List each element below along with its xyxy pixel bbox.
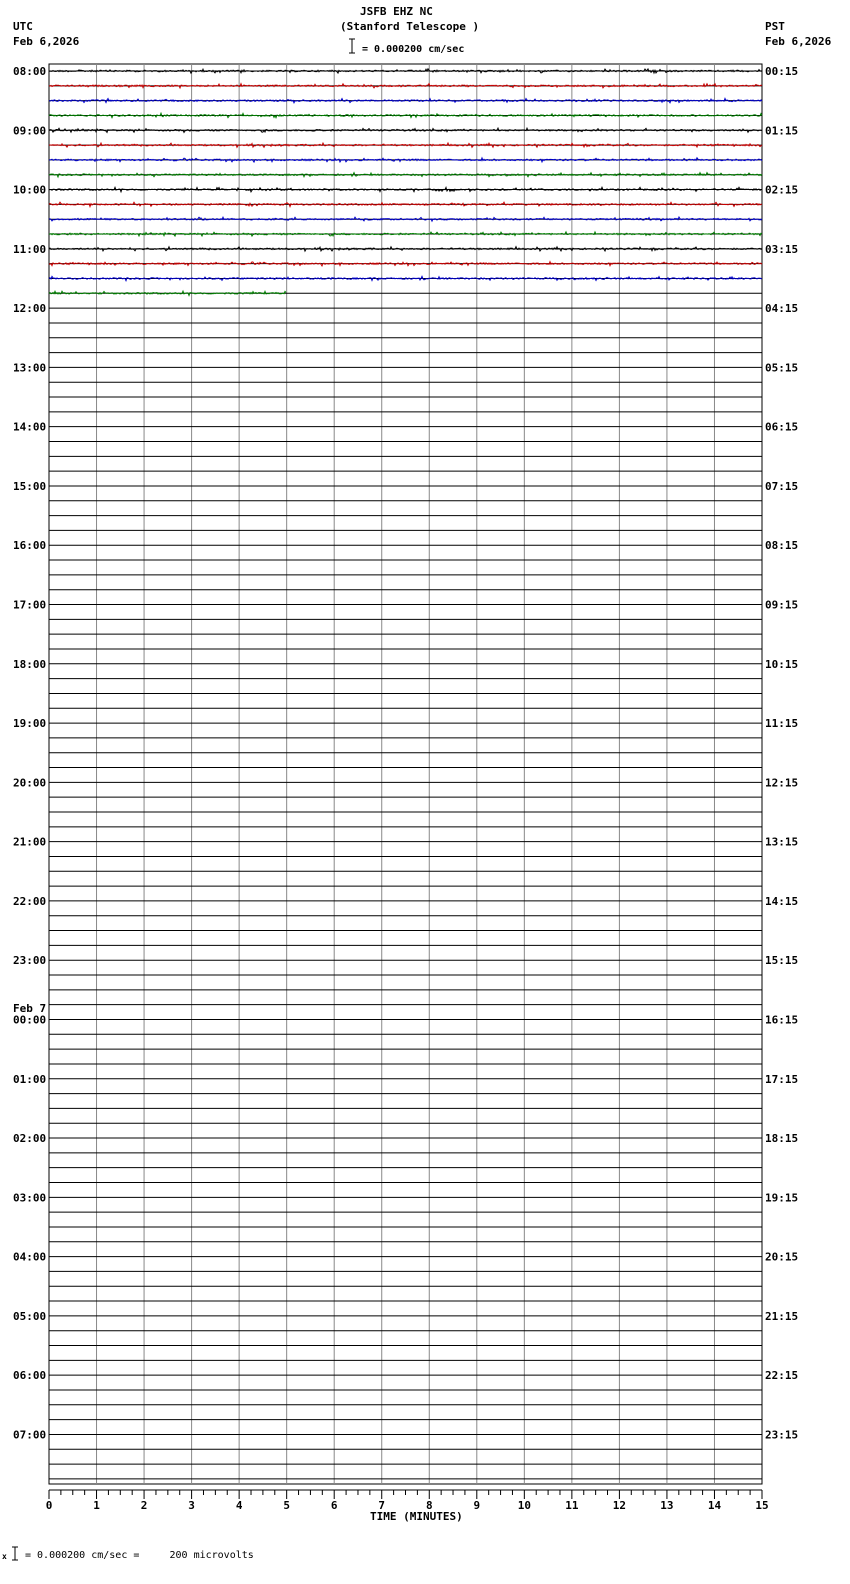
utc-hour-label: 11:00 bbox=[13, 242, 47, 256]
utc-hour-label: 16:00 bbox=[13, 539, 47, 553]
x-tick-label: 6 bbox=[330, 1499, 338, 1512]
pst-hour-label: 04:15 bbox=[765, 302, 799, 316]
pst-hour-label: 14:15 bbox=[765, 894, 799, 908]
utc-hour-label: 00:00 bbox=[13, 1013, 47, 1027]
day-change-label: Feb 7 bbox=[13, 1002, 47, 1015]
axis-labels bbox=[12, 39, 798, 1560]
right-timezone: PST bbox=[765, 20, 785, 33]
utc-hour-label: 21:00 bbox=[13, 835, 47, 849]
utc-hour-label: 13:00 bbox=[13, 361, 47, 375]
seismic-trace bbox=[49, 202, 762, 206]
footer-scale-note: = 0.000200 cm/sec = 200 microvolts bbox=[25, 1550, 254, 1561]
pst-hour-label: 13:15 bbox=[765, 835, 799, 849]
x-tick-label: 4 bbox=[235, 1499, 243, 1512]
utc-hour-label: 01:00 bbox=[13, 1072, 47, 1086]
utc-hour-label: 10:00 bbox=[13, 183, 47, 197]
x-tick-label: 12 bbox=[612, 1499, 627, 1512]
x-tick-label: 8 bbox=[425, 1499, 433, 1512]
seismic-trace bbox=[49, 232, 762, 236]
utc-hour-label: 09:00 bbox=[13, 124, 47, 138]
pst-hour-label: 08:15 bbox=[765, 539, 799, 553]
pst-hour-label: 23:15 bbox=[765, 1428, 799, 1442]
scale-legend: = 0.000200 cm/sec bbox=[362, 44, 465, 55]
x-tick-label: 9 bbox=[473, 1499, 481, 1512]
pst-hour-label: 12:15 bbox=[765, 776, 799, 790]
x-tick-label: 11 bbox=[565, 1499, 579, 1512]
seismic-trace bbox=[49, 217, 762, 221]
plot-grid bbox=[49, 64, 762, 1484]
utc-hour-label: 23:00 bbox=[13, 954, 47, 968]
seismic-trace bbox=[49, 69, 762, 73]
x-tick-label: 10 bbox=[517, 1499, 531, 1512]
pst-hour-label: 09:15 bbox=[765, 598, 799, 612]
utc-hour-label: 14:00 bbox=[13, 420, 47, 434]
pst-hour-label: 02:15 bbox=[765, 183, 799, 197]
pst-hour-label: 17:15 bbox=[765, 1072, 799, 1086]
seismic-trace bbox=[49, 173, 762, 177]
station-title: JSFB EHZ NC bbox=[360, 5, 433, 18]
pst-hour-label: 15:15 bbox=[765, 954, 799, 968]
seismic-trace bbox=[49, 291, 286, 295]
utc-hour-label: 18:00 bbox=[13, 657, 47, 671]
seismic-traces bbox=[49, 69, 762, 296]
seismic-trace bbox=[49, 262, 762, 266]
pst-hour-label: 20:15 bbox=[765, 1250, 799, 1264]
pst-hour-label: 07:15 bbox=[765, 479, 799, 493]
seismic-trace bbox=[49, 158, 762, 162]
x-tick-label: 2 bbox=[140, 1499, 148, 1512]
x-tick-label: 3 bbox=[188, 1499, 195, 1512]
x-tick-label: 7 bbox=[378, 1499, 386, 1512]
seismic-trace bbox=[49, 276, 762, 280]
utc-hour-label: 06:00 bbox=[13, 1369, 47, 1383]
seismic-trace bbox=[49, 143, 762, 147]
utc-hour-label: 05:00 bbox=[13, 1309, 47, 1323]
utc-hour-label: 20:00 bbox=[13, 776, 47, 790]
pst-hour-label: 19:15 bbox=[765, 1191, 799, 1205]
pst-hour-label: 01:15 bbox=[765, 124, 799, 138]
utc-hour-label: 08:00 bbox=[13, 65, 47, 78]
x-tick-label: 15 bbox=[755, 1499, 769, 1512]
utc-hour-label: 12:00 bbox=[13, 302, 47, 316]
utc-hour-label: 17:00 bbox=[13, 598, 47, 612]
utc-hour-label: 02:00 bbox=[13, 1132, 47, 1146]
pst-hour-label: 06:15 bbox=[765, 420, 799, 434]
utc-hour-label: 07:00 bbox=[13, 1428, 47, 1442]
site-subtitle: (Stanford Telescope ) bbox=[340, 20, 480, 33]
x-tick-label: 0 bbox=[45, 1499, 53, 1512]
pst-hour-label: 03:15 bbox=[765, 242, 799, 256]
x-tick-label: 5 bbox=[283, 1499, 290, 1512]
pst-hour-label: 05:15 bbox=[765, 361, 799, 375]
left-timezone: UTC bbox=[13, 20, 33, 33]
utc-hour-label: 19:00 bbox=[13, 717, 47, 731]
x-tick-label: 13 bbox=[660, 1499, 674, 1512]
utc-hour-label: 15:00 bbox=[13, 479, 47, 493]
x-tick-label: 14 bbox=[707, 1499, 722, 1512]
pst-hour-label: 00:15 bbox=[765, 65, 799, 78]
x-tick-label: 1 bbox=[93, 1499, 100, 1512]
left-date: Feb 6,2026 bbox=[13, 35, 80, 48]
pst-hour-label: 11:15 bbox=[765, 717, 799, 731]
pst-hour-label: 16:15 bbox=[765, 1013, 799, 1027]
utc-hour-label: 03:00 bbox=[13, 1191, 47, 1205]
pst-hour-label: 22:15 bbox=[765, 1369, 799, 1383]
pst-hour-label: 21:15 bbox=[765, 1309, 799, 1323]
right-date: Feb 6,2026 bbox=[765, 35, 832, 48]
utc-hour-label: 22:00 bbox=[13, 894, 47, 908]
x-axis-title: TIME (MINUTES) bbox=[370, 1510, 463, 1523]
footer-marker: x bbox=[2, 1552, 7, 1561]
utc-hour-label: 04:00 bbox=[13, 1250, 47, 1264]
pst-hour-label: 10:15 bbox=[765, 657, 799, 671]
pst-hour-label: 18:15 bbox=[765, 1132, 799, 1146]
